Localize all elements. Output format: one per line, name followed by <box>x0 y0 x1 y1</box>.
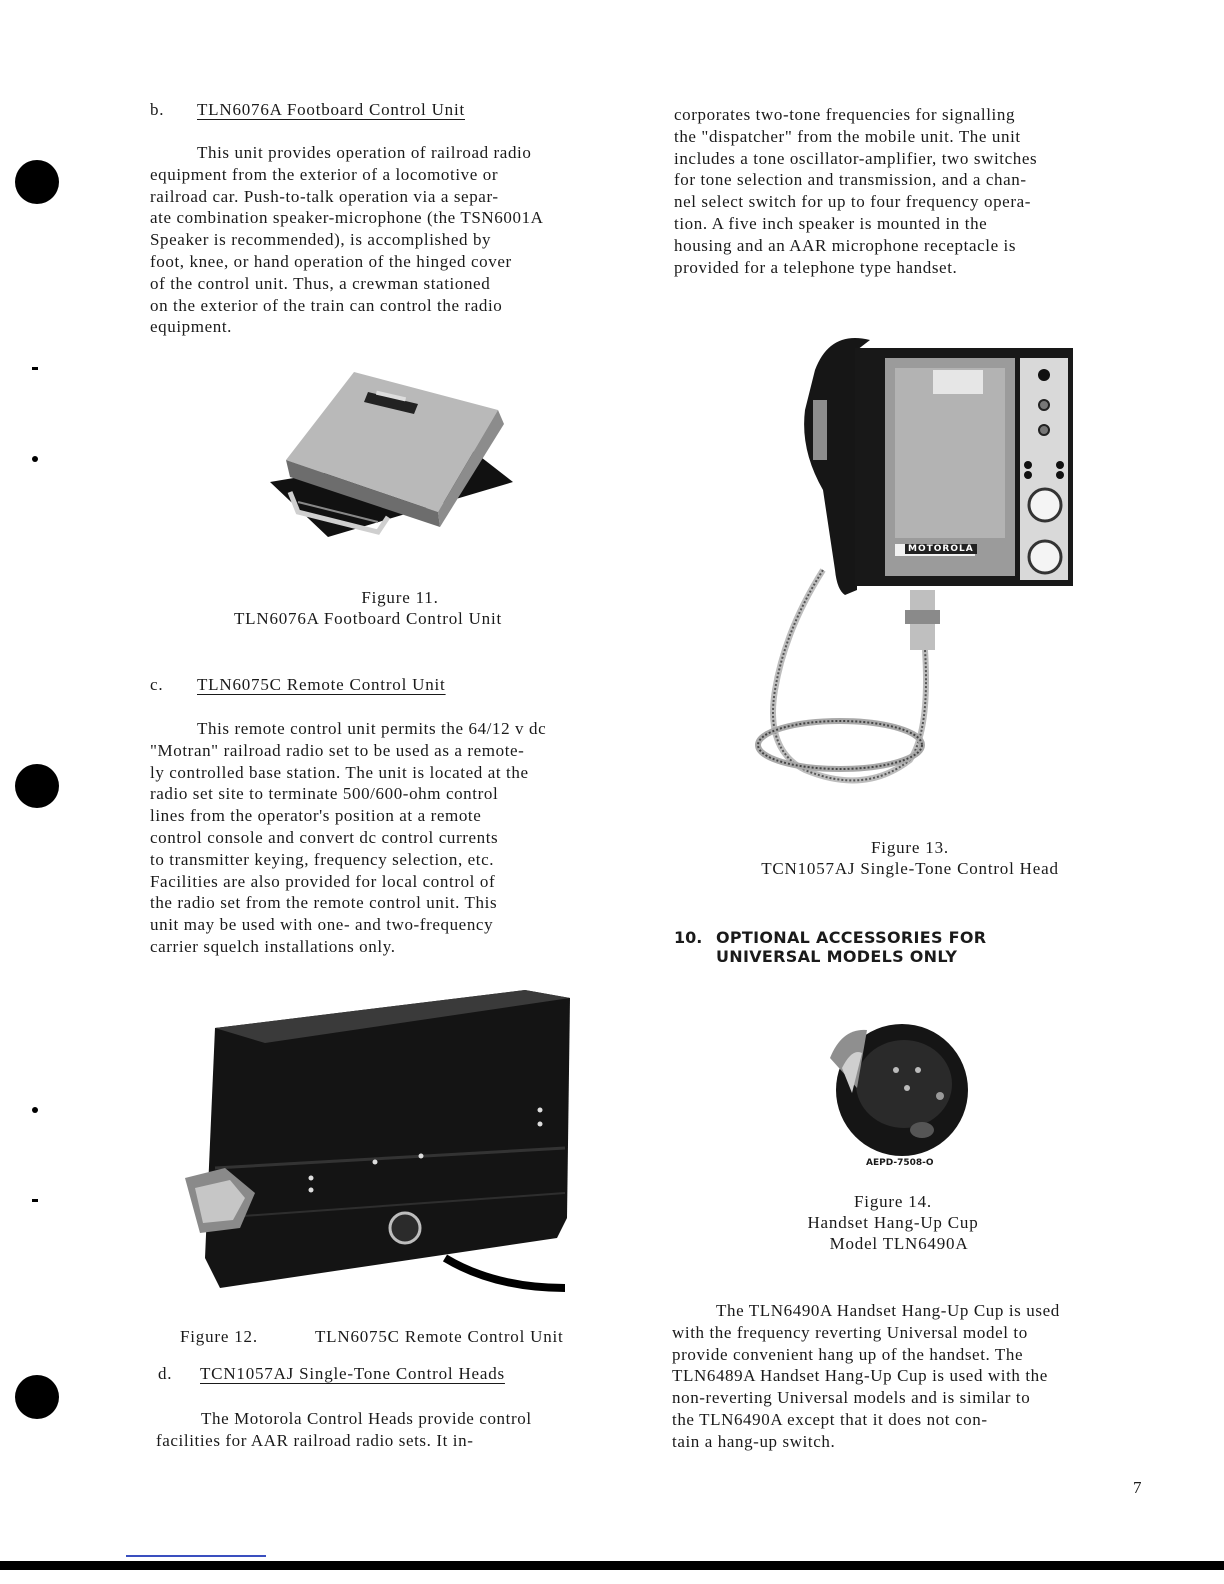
text-line: Speaker is recommended), is accomplished by <box>150 230 492 250</box>
text-line: provide convenient hang up of the handset. The <box>672 1344 1024 1364</box>
text-line: equipment. <box>150 317 233 337</box>
control-head-photo <box>745 330 1075 810</box>
section-c-letter: c. <box>150 675 164 694</box>
text-line: of the control unit. Thus, a crewman stationed <box>150 273 491 293</box>
section-10-heading-line2: UNIVERSAL MODELS ONLY <box>716 947 958 966</box>
footer-rule-accent <box>126 1555 266 1557</box>
text-line: The Motorola Control Heads provide control <box>201 1409 532 1428</box>
hang-up-cup-photo <box>822 1018 972 1158</box>
text-line: The TLN6490A Handset Hang-Up Cup is used <box>716 1301 1060 1320</box>
figure-13-caption: TCN1057AJ Single-Tone Control Head <box>761 859 1059 878</box>
text-line: provided for a telephone type handset. <box>674 257 958 277</box>
text-line: to transmitter keying, frequency selection, etc. <box>150 849 495 869</box>
remote-control-unit-photo <box>185 988 570 1296</box>
text-line: carrier squelch installations only. <box>150 936 396 956</box>
figure-14-label: Figure 14. <box>854 1192 932 1211</box>
text-line: equipment from the exterior of a locomotive or <box>150 164 499 184</box>
section-b-heading: TLN6076A Footboard Control Unit <box>197 100 465 119</box>
figure-13-label: Figure 13. <box>871 838 949 857</box>
figure-12-caption: TLN6075C Remote Control Unit <box>315 1327 564 1346</box>
figure-14-caption-line2: Model TLN6490A <box>829 1234 969 1253</box>
section-c-heading: TLN6075C Remote Control Unit <box>197 675 446 694</box>
text-line: the radio set from the remote control unit. This <box>150 893 498 913</box>
section-b-letter: b. <box>150 100 165 119</box>
text-line: for tone selection and transmission, and a chan- <box>674 170 1027 190</box>
text-line: non-reverting Universal models and is similar to <box>672 1388 1031 1408</box>
section-d-letter: d. <box>158 1364 173 1383</box>
footer-rule <box>0 1561 1224 1570</box>
text-line: housing and an AAR microphone receptacle is <box>674 235 1017 255</box>
text-line: on the exterior of the train can control the radio <box>150 295 503 315</box>
figure-14-photo-code: AEPD-7508-O <box>866 1158 934 1168</box>
motorola-logo-text: MOTOROLA <box>905 544 977 554</box>
margin-mark <box>32 1107 38 1113</box>
text-line: ly controlled base station. The unit is located at the <box>150 762 529 782</box>
section-10-heading-line1: OPTIONAL ACCESSORIES FOR <box>716 928 987 947</box>
text-line: nel select switch for up to four frequency opera- <box>674 192 1031 212</box>
figure-12-label: Figure 12. <box>180 1327 258 1346</box>
text-line: "Motran" railroad radio set to be used as a remote- <box>150 740 525 760</box>
margin-mark <box>32 367 38 370</box>
text-line: This remote control unit permits the 64/12 v dc <box>197 719 547 738</box>
section-d-heading: TCN1057AJ Single-Tone Control Heads <box>200 1364 505 1383</box>
text-line: lines from the operator's position at a remote <box>150 806 482 826</box>
binder-hole-3 <box>15 1375 59 1419</box>
closing-paragraph <box>672 1300 1172 1453</box>
section-b-paragraph <box>150 142 650 338</box>
text-line: the TLN6490A except that it does not con- <box>672 1409 988 1429</box>
text-line: with the frequency reverting Universal model to <box>672 1322 1028 1342</box>
figure-14-caption-line1: Handset Hang-Up Cup <box>807 1213 979 1232</box>
text-line: includes a tone oscillator-amplifier, two switches <box>674 148 1038 168</box>
text-line: radio set site to terminate 500/600-ohm control <box>150 784 499 804</box>
text-line: This unit provides operation of railroad radio <box>197 143 532 162</box>
text-line: railroad car. Push-to-talk operation via a separ- <box>150 186 499 206</box>
section-c-paragraph <box>150 718 650 958</box>
page-number: 7 <box>1133 1478 1143 1497</box>
binder-hole-1 <box>15 160 59 204</box>
footboard-control-unit-photo <box>268 362 518 554</box>
text-line: TLN6489A Handset Hang-Up Cup is used with the <box>672 1366 1048 1386</box>
margin-mark <box>32 456 38 462</box>
text-line: tion. A five inch speaker is mounted in the <box>674 213 988 233</box>
continued-paragraph <box>674 104 1174 278</box>
text-line: control console and convert dc control currents <box>150 827 499 847</box>
text-line: the "dispatcher" from the mobile unit. The unit <box>674 126 1021 146</box>
figure-11-caption: TLN6076A Footboard Control Unit <box>234 609 502 628</box>
text-line: foot, knee, or hand operation of the hinged cover <box>150 251 512 271</box>
text-line: unit may be used with one- and two-frequency <box>150 915 494 935</box>
text-line: Facilities are also provided for local control of <box>150 871 496 891</box>
section-d-paragraph <box>156 1408 656 1452</box>
figure-11-label: Figure 11. <box>361 588 439 607</box>
section-10-number: 10. <box>674 928 703 947</box>
text-line: facilities for AAR railroad radio sets. It in- <box>156 1430 474 1450</box>
text-line: ate combination speaker-microphone (the TSN6001A <box>150 208 544 228</box>
text-line: tain a hang-up switch. <box>672 1431 836 1451</box>
margin-mark <box>32 1199 38 1202</box>
binder-hole-2 <box>15 764 59 808</box>
text-line: corporates two-tone frequencies for signalling <box>674 105 1016 124</box>
